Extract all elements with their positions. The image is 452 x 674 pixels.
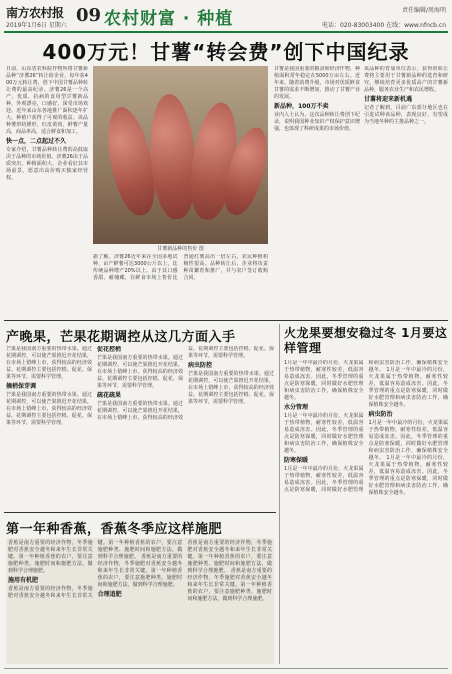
header-rule <box>4 31 448 33</box>
lead-column-2 <box>93 254 268 316</box>
mango-body-text: 芒果是我国南方重要的热带水果。通过花期调控，可以使芒果推迟开花结果，在市场上错峰上市，获得较高的经济效益。花期调控主要包括控梢、促花、保果等环节，需要科学管理。 <box>188 371 274 405</box>
mango-body-text: 芒果是我国南方重要的热带水果。通过花期调控，可以使芒果推迟开花结果，在市场上错峰上市，获得较高的经济效益。花期调控主要包括控梢、促花、保果等环节，需要科学管理。 <box>6 346 92 380</box>
mango-subhead-1: 摘梢保芽调 <box>6 383 37 390</box>
mango-subhead-2: 促花控梢 <box>97 346 122 353</box>
lead-col3-body-2: 业内人士认为，这次品种转让费创下纪录，说明我国种业知识产权保护意识增强，也体现了科研成果的市场价值。 <box>274 112 360 132</box>
sweet-potato-photo <box>93 66 268 244</box>
dragonfruit-body-text: 1月是一年中最冷的月份，火龙果属于热带植物，耐寒性较差，低温容易造成冻害。因此，冬季管理的重点是防寒保暖，同时做好水肥管理和病虫害防治工作，确保植株安全越冬。 <box>368 455 448 496</box>
lead-column-3 <box>274 66 360 316</box>
lead-headline: 400万元！甘薯“转会费”创下中国纪录 <box>42 40 410 64</box>
mango-body-text: 芒果是我国南方重要的热带水果。通过花期调控，可以使芒果推迟开花结果，在市场上错峰上市，获得较高的经济效益。花期调控主要包括控梢、促花、保果等环节，需要科学管理。 <box>97 355 183 389</box>
article-dragonfruit-headline <box>284 326 448 356</box>
lead-col1-body-2: 专家介绍，甘薯品种转让费的高低取决于品种的市场价值。济薯26由于品质突出，种植面积大，企业看好其市场前景，愿意出高价购买独家经营权。 <box>6 147 88 181</box>
article-banana-headline: 第一年种香蕉，香蕉冬季应这样施肥 <box>6 522 223 537</box>
section-title: 农村财富 · 种植 <box>104 9 234 29</box>
dragonfruit-subhead-1: 水分管理 <box>284 404 309 411</box>
dragonfruit-subhead-3: 病虫防治 <box>368 411 393 418</box>
lead-col3-body: 甘薯是我国重要的粮食和经济作物，种植面积常年稳定在5000万亩左右。近年来，随着消费升级，市场对优质鲜食甘薯的需求不断增加，推动了甘薯产业的发展。 <box>274 66 360 100</box>
banana-subhead-2: 合理追肥 <box>97 591 122 598</box>
dragonfruit-headline-text: 火龙果要想安稳过冬 1月要这样管理 <box>284 326 448 355</box>
banana-body-text: 香蕉是南方重要的经济作物，冬季施肥对香蕉安全越冬和来年生长非常关键。第一年种植香蕉的农户，要注意施肥种类、施肥时间和施肥方法，做到科学合理施肥。 <box>187 540 272 574</box>
lead-column-1 <box>6 66 88 316</box>
banana-body-text: 香蕉是南方重要的经济作物，冬季施肥对香蕉安全越冬和来年生长非常关键。第一年种植香蕉的农户，要注意施肥种类、施肥时间和施肥方法，做到科学合理施肥。 <box>97 554 183 588</box>
dragonfruit-subhead-2: 防寒保暖 <box>284 457 309 464</box>
banana-body-text: 香蕉是南方重要的经济作物，冬季施肥对香蕉安全越冬和来年生长非常关键。第一年种植香蕉的农户，要注意施肥种类、施肥时间和施肥方法，做到科学合理施肥。 <box>187 568 272 602</box>
vertical-divider <box>279 324 280 664</box>
banana-body-text: 香蕉是南方重要的经济作物，冬季施肥对香蕉安全越冬和来年生长非常关键。第一年种植香蕉的农户，要注意施肥种类、施肥时间和施肥方法，做到科学合理施肥。 <box>8 540 93 574</box>
lead-col4-subhead: 甘薯将迎来新机遇 <box>364 96 413 103</box>
article-dragonfruit-body <box>284 360 448 662</box>
page-header <box>0 0 452 32</box>
lead-col2-body: 据了解，济薯26近年来在全国多地试种，亩产鲜薯可达3000公斤以上，比传统品种增产20%以上。由于其口感香甜、耐储藏，在鲜食市场上售价比普通红薯高出一倍左右，农民种植积极性很高。品种转让后，企业将负责种苗繁育和推广，并与农户签订收购合同。 <box>93 254 268 281</box>
lead-col1-subhead: 快一点，二点起过不久 <box>6 138 67 145</box>
banana-subhead-1: 施用有机肥 <box>8 577 39 584</box>
lead-col1-body: 日前，山东省农科院作物所将甘薯新品种“济薯26”转让给企业，每年获400万元转让费，创下中国甘薯品种转让费的最高纪录。济薯26是一个高产、优质、抗病的食用型甘薯新品种，外观漂亮，口感好，深受市场欢迎。近年来山东各地推广面积逐年扩大，种植户获得了可观的收益。该品种薯形纺锤形，红皮黄肉，鲜薯产量高，商品率高，适合鲜食和加工。 <box>6 66 88 135</box>
footer-rule <box>4 668 448 669</box>
editor-line: 责任编辑/周海明 <box>401 7 446 14</box>
dragonfruit-body-text: 1月是一年中最冷的月份，火龙果属于热带植物，耐寒性较差，低温容易造成冻害。因此，冬季管理的重点是防寒保暖，同时做好水肥管理和病虫害防治工作，确保植株安全越冬。 <box>284 360 448 493</box>
issue-date: 2019年1月6日 星期六 <box>6 22 67 29</box>
article-banana-body <box>6 538 274 664</box>
mango-subhead-4: 病虫防控 <box>188 362 213 369</box>
page-number: 09 <box>76 5 102 26</box>
photo-caption: 甘薯新品种的售价 图 <box>157 246 204 252</box>
section-divider <box>4 512 276 513</box>
banana-body-text: 香蕉是南方重要的经济作物，冬季施肥对香蕉安全越冬和来年生长非常关键。第一年种植香蕉的农户，要注意施肥种类、施肥时间和施肥方法，做到科学合理施肥。 <box>8 540 183 599</box>
lead-column-4 <box>364 66 448 316</box>
dragonfruit-body-text: 1月是一年中最冷的月份，火龙果属于热带植物，耐寒性较差，低温容易造成冻害。因此，冬季管理的重点是防寒保暖，同时做好水肥管理和病虫害防治工作，确保植株安全越冬。 <box>284 360 364 401</box>
dragonfruit-body-text: 1月是一年中最冷的月份，火龙果属于热带植物，耐寒性较差，低温容易造成冻害。因此，冬季管理的重点是防寒保暖，同时做好水肥管理和病虫害防治工作，确保植株安全越冬。 <box>284 413 364 454</box>
lead-col4-body: 该品种的育成单位表示，获得的转让费将主要用于甘薯新品种的选育和研究，继续培育更多优质高产的甘薯新品种，服务农业生产和农民增收。 <box>364 66 448 93</box>
lead-col4-body-2: 记者了解到，目前广东部分地区也在引进试种该品种，表现良好，有望成为当地冬种的主推品种之一。 <box>364 105 448 125</box>
dragonfruit-body-text: 1月是一年中最冷的月份，火龙果属于热带植物，耐寒性较差，低温容易造成冻害。因此，冬季管理的重点是防寒保暖，同时做好水肥管理和病虫害防治工作，确保植株安全越冬。 <box>368 367 448 408</box>
mango-body-text: 芒果是我国南方重要的热带水果。通过花期调控，可以使芒果推迟开花结果，在市场上错峰上市，获得较高的经济效益。花期调控主要包括控梢、促花、保果等环节，需要科学管理。 <box>97 346 274 421</box>
lead-col3-subhead: 新品种，100万不卖 <box>274 103 329 110</box>
article-mango-headline: 产晚果，芒果花期调控从这几方面入手 <box>6 330 236 345</box>
dragonfruit-body-text: 1月是一年中最冷的月份，火龙果属于热带植物，耐寒性较差，低温容易造成冻害。因此，冬季管理的重点是防寒保暖，同时做好水肥管理和病虫害防治工作，确保植株安全越冬。 <box>368 420 448 461</box>
mango-body-text: 芒果是我国南方重要的热带水果。通过花期调控，可以使芒果推迟开花结果，在市场上错峰上市，获得较高的经济效益。花期调控主要包括控梢、促花、保果等环节，需要科学管理。 <box>6 392 92 426</box>
article-mango-body <box>6 346 274 508</box>
mango-subhead-3: 疏花疏果 <box>97 392 122 399</box>
masthead: 南方农村报 <box>6 6 64 20</box>
section-divider <box>4 320 448 321</box>
contact-line: 电话：020-83003400 在线：www.nfncb.cn <box>322 22 446 29</box>
